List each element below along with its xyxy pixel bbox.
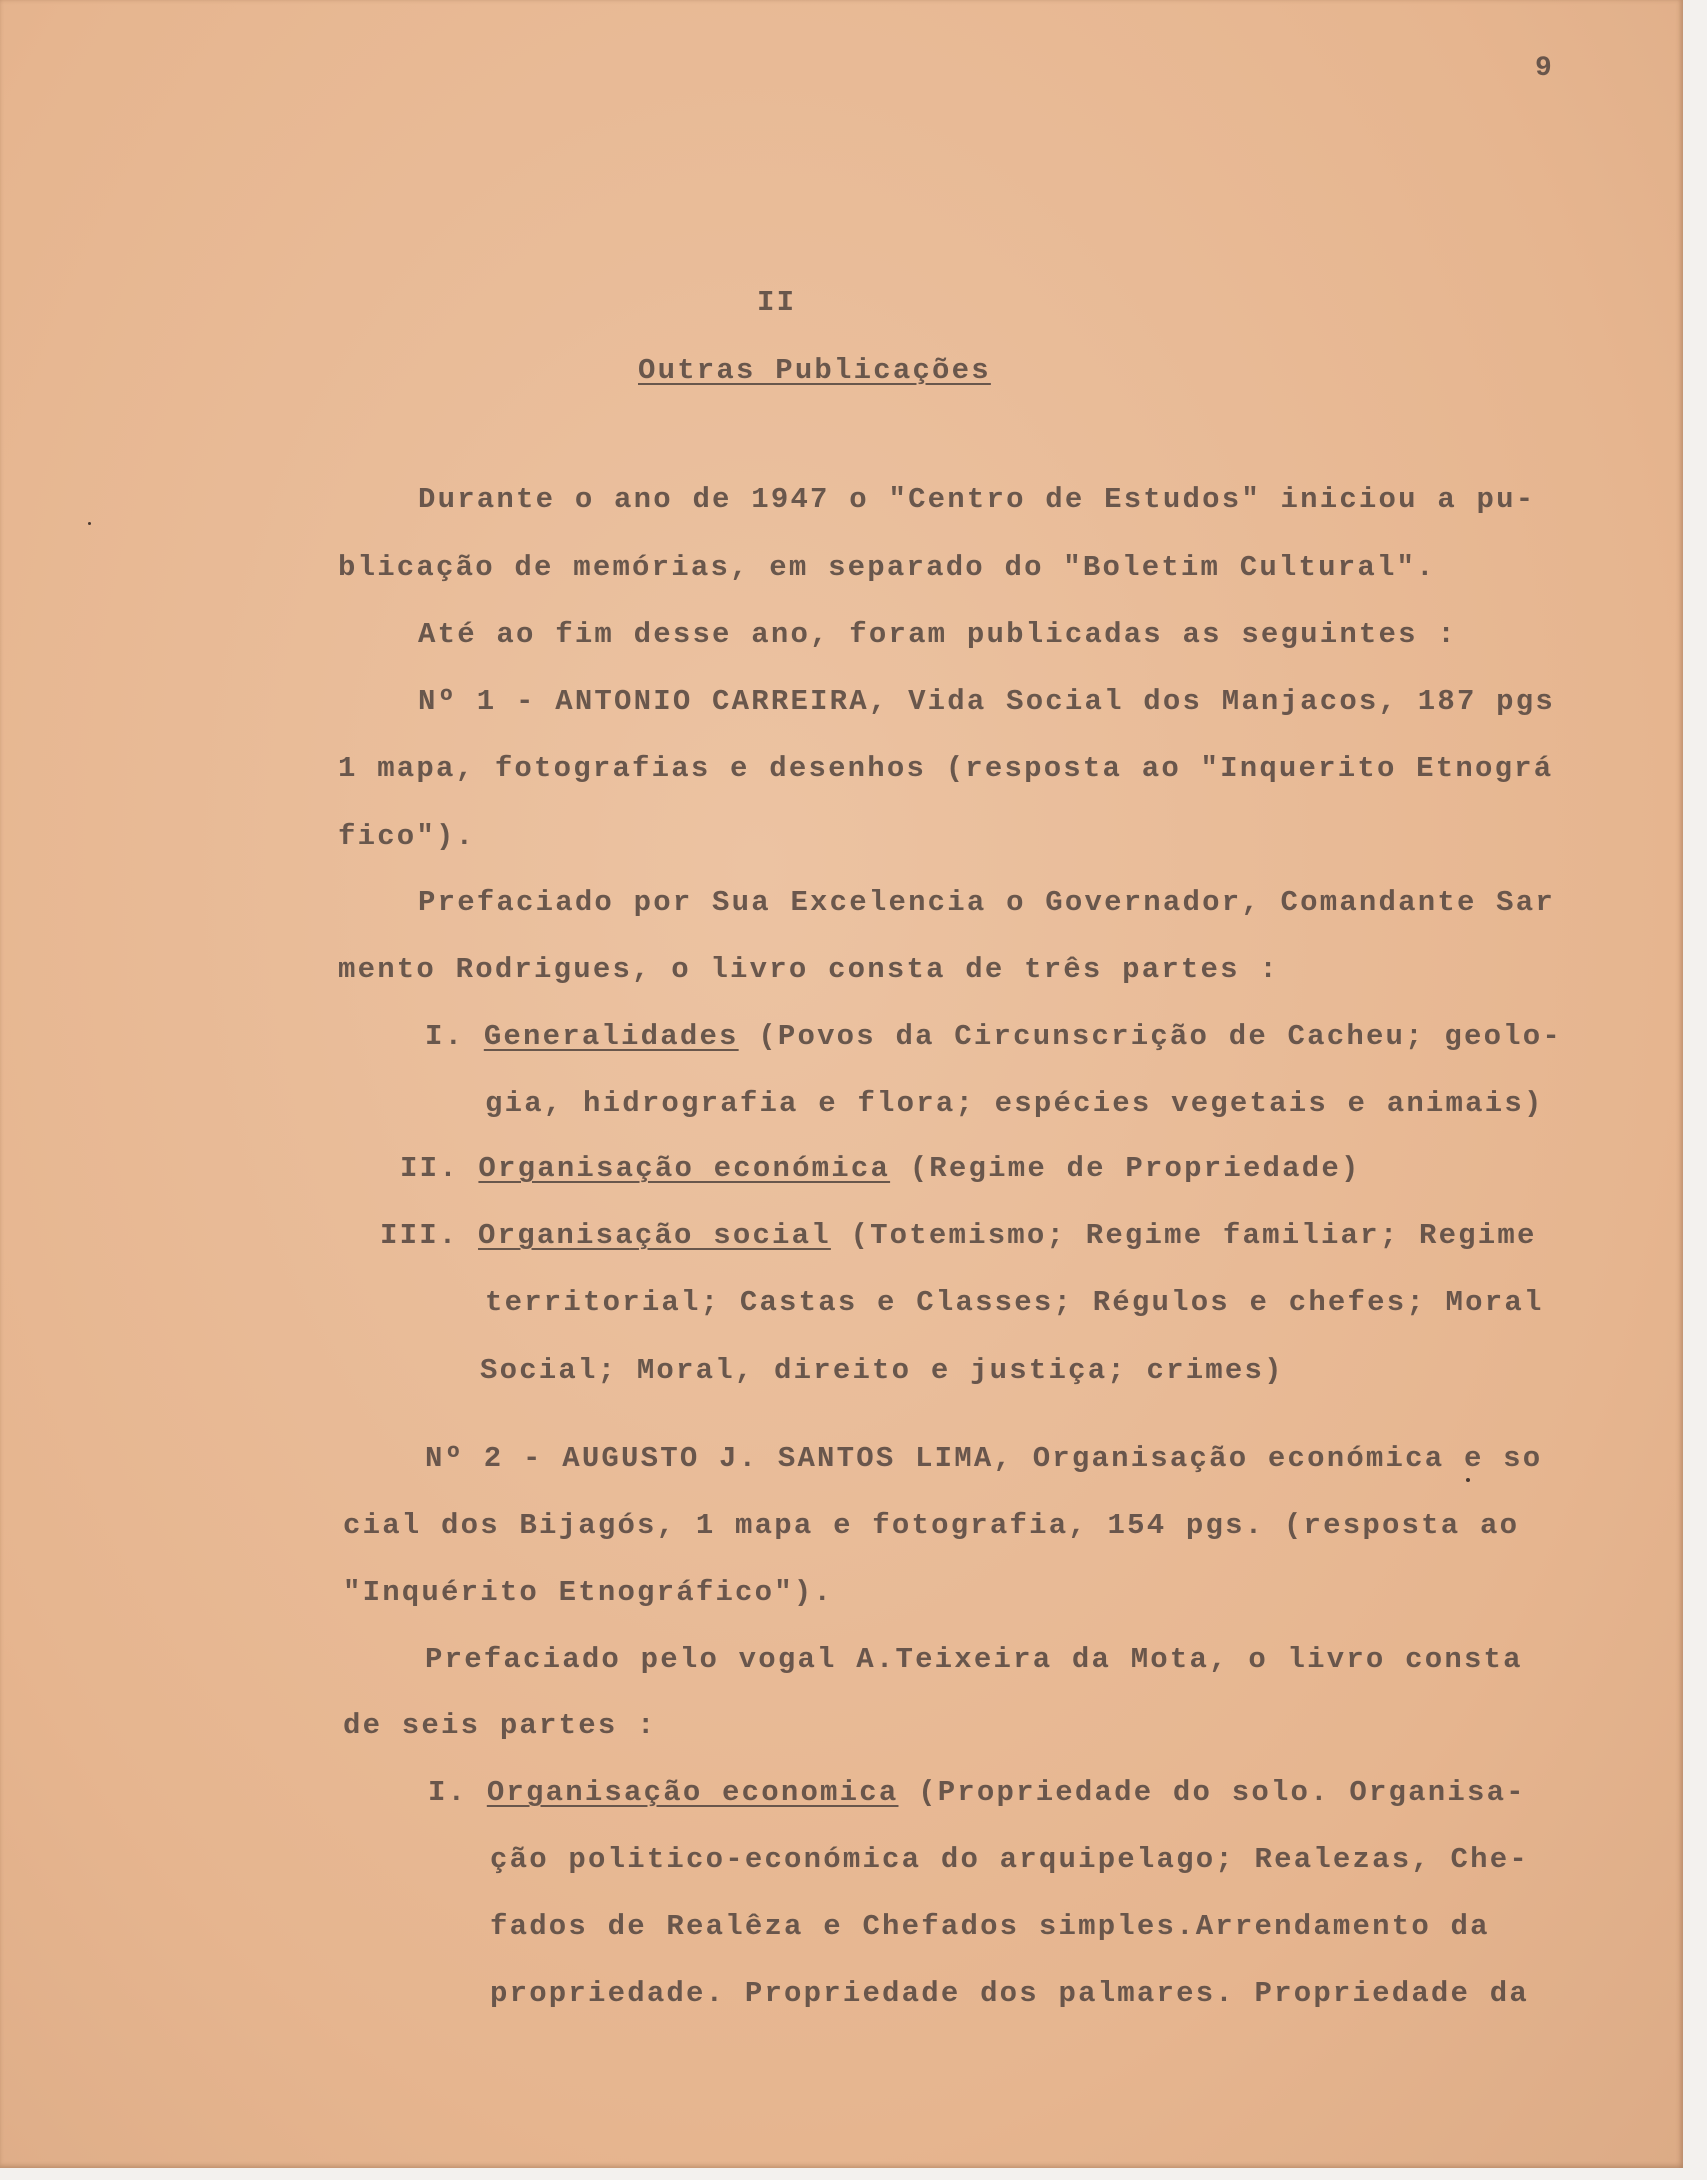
underlined-heading: Organisação social xyxy=(478,1219,831,1252)
text-run: territorial; Castas e Classes; Régulos e chefes; Moral xyxy=(485,1286,1544,1319)
text-line xyxy=(490,1845,1529,1874)
text-run: Durante o ano de 1947 o "Centro de Estudos" iniciou a pu- xyxy=(418,483,1536,516)
text-run: blicação de memórias, em separado do "Boletim Cultural". xyxy=(338,551,1436,584)
text-run: I. xyxy=(425,1020,484,1053)
text-line xyxy=(343,1511,1519,1540)
text-run: (Propriedade do solo. Organisa- xyxy=(898,1776,1526,1809)
text-line xyxy=(490,1912,1490,1941)
underlined-heading: Organisação económica xyxy=(478,1152,891,1185)
text-run: (Totemismo; Regime familiar; Regime xyxy=(830,1219,1537,1252)
text-run: "Inquérito Etnográfico"). xyxy=(343,1576,834,1609)
text-run: I. xyxy=(428,1776,487,1809)
text-run: Prefaciado por Sua Excelencia o Governador, Comandante Sar xyxy=(418,886,1555,919)
text-run: fico"). xyxy=(338,820,476,853)
ink-speck xyxy=(88,522,91,525)
page-number: 9 xyxy=(1535,53,1555,84)
text-line xyxy=(485,1089,1544,1118)
text-line xyxy=(343,1578,833,1607)
text-line xyxy=(425,1444,1542,1473)
underlined-heading: Organisação economica xyxy=(486,1776,899,1809)
text-run: ção politico-económica do arquipelago; Realezas, Che- xyxy=(490,1843,1529,1876)
text-line xyxy=(428,1778,1526,1807)
text-line xyxy=(418,620,1457,649)
text-line xyxy=(400,1154,1361,1183)
ink-speck xyxy=(1466,1478,1470,1482)
text-line xyxy=(490,1979,1529,2008)
text-line xyxy=(338,754,1553,783)
text-line xyxy=(425,1022,1562,1051)
text-line xyxy=(338,955,1279,984)
text-line xyxy=(380,1221,1537,1250)
text-line xyxy=(418,485,1535,514)
text-run: 1 mapa, fotografias e desenhos (resposta ao "Inquerito Etnográ xyxy=(338,752,1554,785)
section-title: Outras Publicações xyxy=(638,354,991,387)
text-run: Nº 2 - AUGUSTO J. SANTOS LIMA, Organisação económica e so xyxy=(425,1442,1543,1475)
text-run: fados de Realêza e Chefados simples.Arrendamento da xyxy=(490,1910,1490,1943)
text-run: Social; Moral, direito e justiça; crimes) xyxy=(480,1354,1284,1387)
section-numeral: II xyxy=(757,286,797,319)
text-run: Prefaciado pelo vogal A.Teixeira da Mota, o livro consta xyxy=(425,1643,1523,1676)
text-run: (Povos da Circunscrição de Cacheu; geolo- xyxy=(738,1020,1562,1053)
text-line xyxy=(425,1645,1523,1674)
text-line xyxy=(338,553,1436,582)
text-run: Até ao fim desse ano, foram publicadas as seguintes : xyxy=(418,618,1457,651)
text-line xyxy=(418,687,1555,716)
text-line xyxy=(418,888,1555,917)
text-line xyxy=(338,822,475,851)
text-run: gia, hidrografia e flora; espécies vegetais e animais) xyxy=(485,1087,1544,1120)
text-run: propriedade. Propriedade dos palmares. Propriedade da xyxy=(490,1977,1529,2010)
text-line xyxy=(485,1288,1544,1317)
text-run: Nº 1 - ANTONIO CARREIRA, Vida Social dos Manjacos, 187 pgs xyxy=(418,685,1555,718)
text-run: II. xyxy=(400,1152,479,1185)
text-line xyxy=(343,1711,657,1740)
text-run: mento Rodrigues, o livro consta de três partes : xyxy=(338,953,1279,986)
text-run: (Regime de Propriedade) xyxy=(890,1152,1361,1185)
underlined-heading: Generalidades xyxy=(483,1020,739,1053)
text-run: de seis partes : xyxy=(343,1709,657,1742)
text-run: III. xyxy=(380,1219,479,1252)
text-line xyxy=(480,1356,1284,1385)
text-run: cial dos Bijagós, 1 mapa e fotografia, 154 pgs. (resposta ao xyxy=(343,1509,1520,1542)
